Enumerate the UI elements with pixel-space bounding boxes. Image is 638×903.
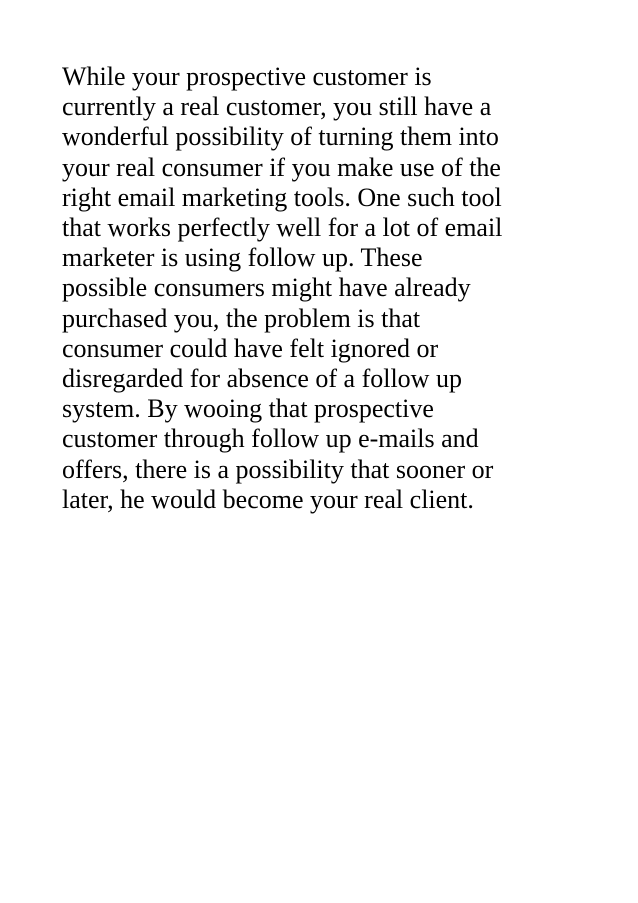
text-line: that works perfectly well for a lot of email bbox=[62, 213, 503, 243]
text-line: your real consumer if you make use of the bbox=[62, 152, 501, 182]
text-line: disregarded for absence of a follow up bbox=[62, 364, 462, 394]
text-line: marketer is using follow up. These bbox=[62, 243, 423, 273]
text-line: right email marketing tools. One such tool bbox=[62, 182, 502, 212]
text-line: wonderful possibility of turning them into bbox=[62, 122, 499, 152]
text-line: currently a real customer, you still have a bbox=[62, 92, 492, 122]
text-line: later, he would become your real client. bbox=[62, 484, 474, 514]
text-line: offers, there is a possibility that sooner or bbox=[62, 454, 494, 484]
text-line: consumer could have felt ignored or bbox=[62, 333, 439, 363]
text-line: While your prospective customer is bbox=[62, 62, 432, 91]
text-line: system. By wooing that prospective bbox=[62, 394, 434, 424]
text-line: customer through follow up e-mails and bbox=[62, 424, 479, 454]
body-paragraph bbox=[62, 62, 582, 515]
text-line: possible consumers might have already bbox=[62, 273, 471, 303]
text-line: purchased you, the problem is that bbox=[62, 303, 421, 333]
